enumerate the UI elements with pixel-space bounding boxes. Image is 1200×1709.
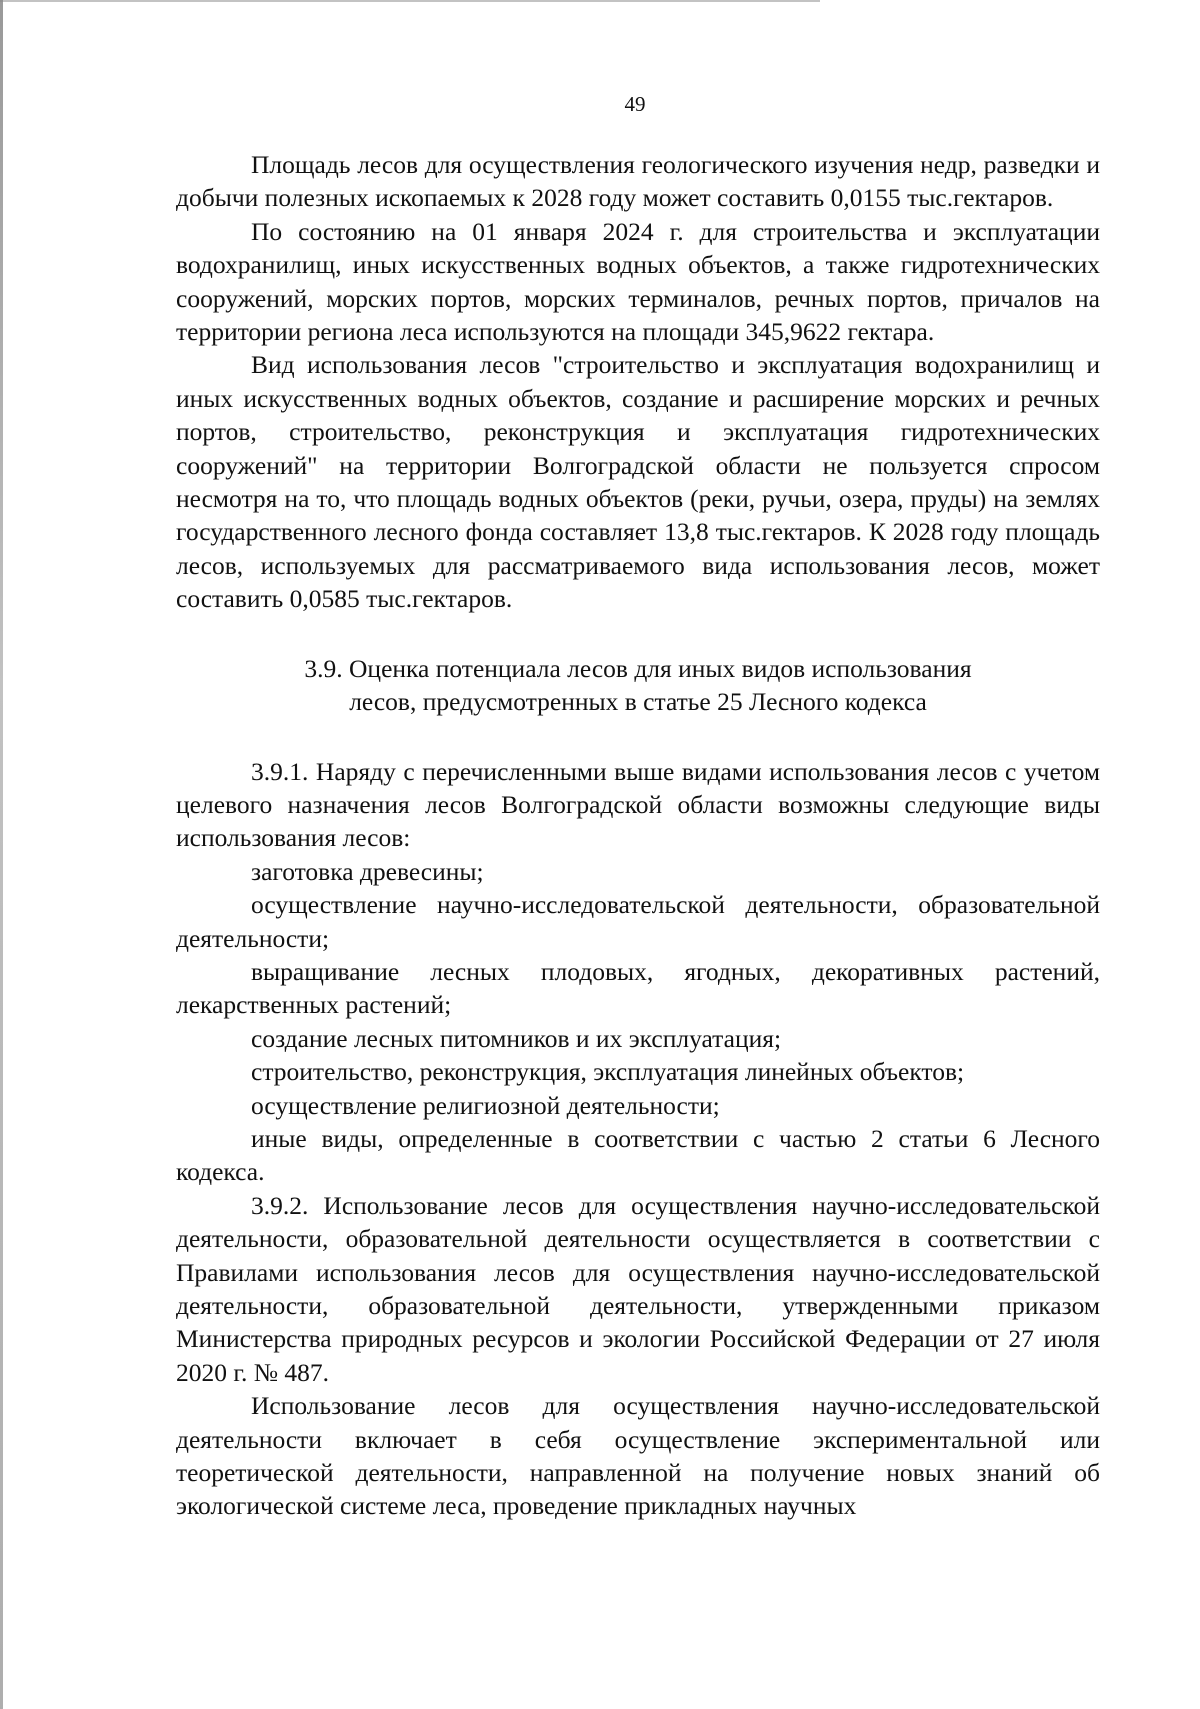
- list-item: осуществление научно-исследовательской деятельности, образовательной деятельности;: [176, 890, 1100, 953]
- list-item: выращивание лесных плодовых, ягодных, декоративных растений, лекарственных растений;: [176, 956, 1100, 1020]
- section-heading: [176, 652, 1100, 719]
- list-item: заготовка древесины;: [251, 856, 484, 886]
- paragraph-3-9-1: 3.9.1. Наряду с перечисленными выше видами использования лесов с учетом целевого назначения лесов Волгоградской области возможны следующие виды использования лесов:: [176, 756, 1100, 853]
- section-heading-line-2: лесов, предусмотренных в статье 25 Лесного кодекса: [349, 687, 927, 717]
- paragraph-reservoirs: По состоянию на 01 января 2024 г. для строительства и эксплуатации водохранилищ, иных искусственных водных объектов, а также гидротехнических сооружений, морских портов, морских терминалов, речных портов, причалов на территории региона леса используются на площади 345,9622 гектара.: [176, 216, 1100, 347]
- paragraph-usage-type: Вид использования лесов "строительство и эксплуатация водохранилищ и иных искусственных водных объектов, создание и расширение морских и речных портов, строительство, реконструкция и эксплуатация гидротехнических сооружений" на территории Волгоградской области не пользуется спросом несмотря на то, что площадь водных объектов (реки, ручьи, озера, пруды) на землях государственного лесного фонда составляет 13,8 тыс.гектаров. К 2028 году площадь лесов, используемых для рассматриваемого вида использования лесов, может составить 0,0585 тыс.гектаров.: [176, 350, 1100, 614]
- scan-edge: [0, 0, 3, 1709]
- list-item: осуществление религиозной деятельности;: [251, 1090, 720, 1120]
- scan-edge-top: [0, 0, 820, 2]
- list-item: создание лесных питомников и их эксплуатация;: [251, 1023, 782, 1053]
- paragraph-research-usage: Использование лесов для осуществления научно-исследовательской деятельности включает в себя осуществление экспериментальной или теоретической деятельности, направленной на получение новых знаний об экологической системе леса, проведение прикладных научных: [176, 1391, 1100, 1521]
- section-heading-line-1: 3.9. Оценка потенциала лесов для иных видов использования: [304, 653, 972, 683]
- list-item: строительство, реконструкция, эксплуатация линейных объектов;: [251, 1057, 965, 1087]
- paragraph-geology: Площадь лесов для осуществления геологического изучения недр, разведки и добычи полезных ископаемых к 2028 году может составить 0,0155 тыс.гектаров.: [176, 150, 1100, 213]
- page-number: 49: [624, 92, 646, 116]
- paragraph-3-9-2: 3.9.2. Использование лесов для осуществления научно-исследовательской деятельности, образовательной деятельности осуществляется в соответствии с Правилами использования лесов для осуществления научно-исследовательской деятельности, образовательной деятельности, утвержденными приказом Министерства природных ресурсов и экологии Российской Федерации от 27 июля 2020 г. № 487.: [176, 1190, 1100, 1387]
- list-item: иные виды, определенные в соответствии с частью 2 статьи 6 Лесного кодекса.: [176, 1123, 1100, 1187]
- document-body: [176, 148, 1100, 1523]
